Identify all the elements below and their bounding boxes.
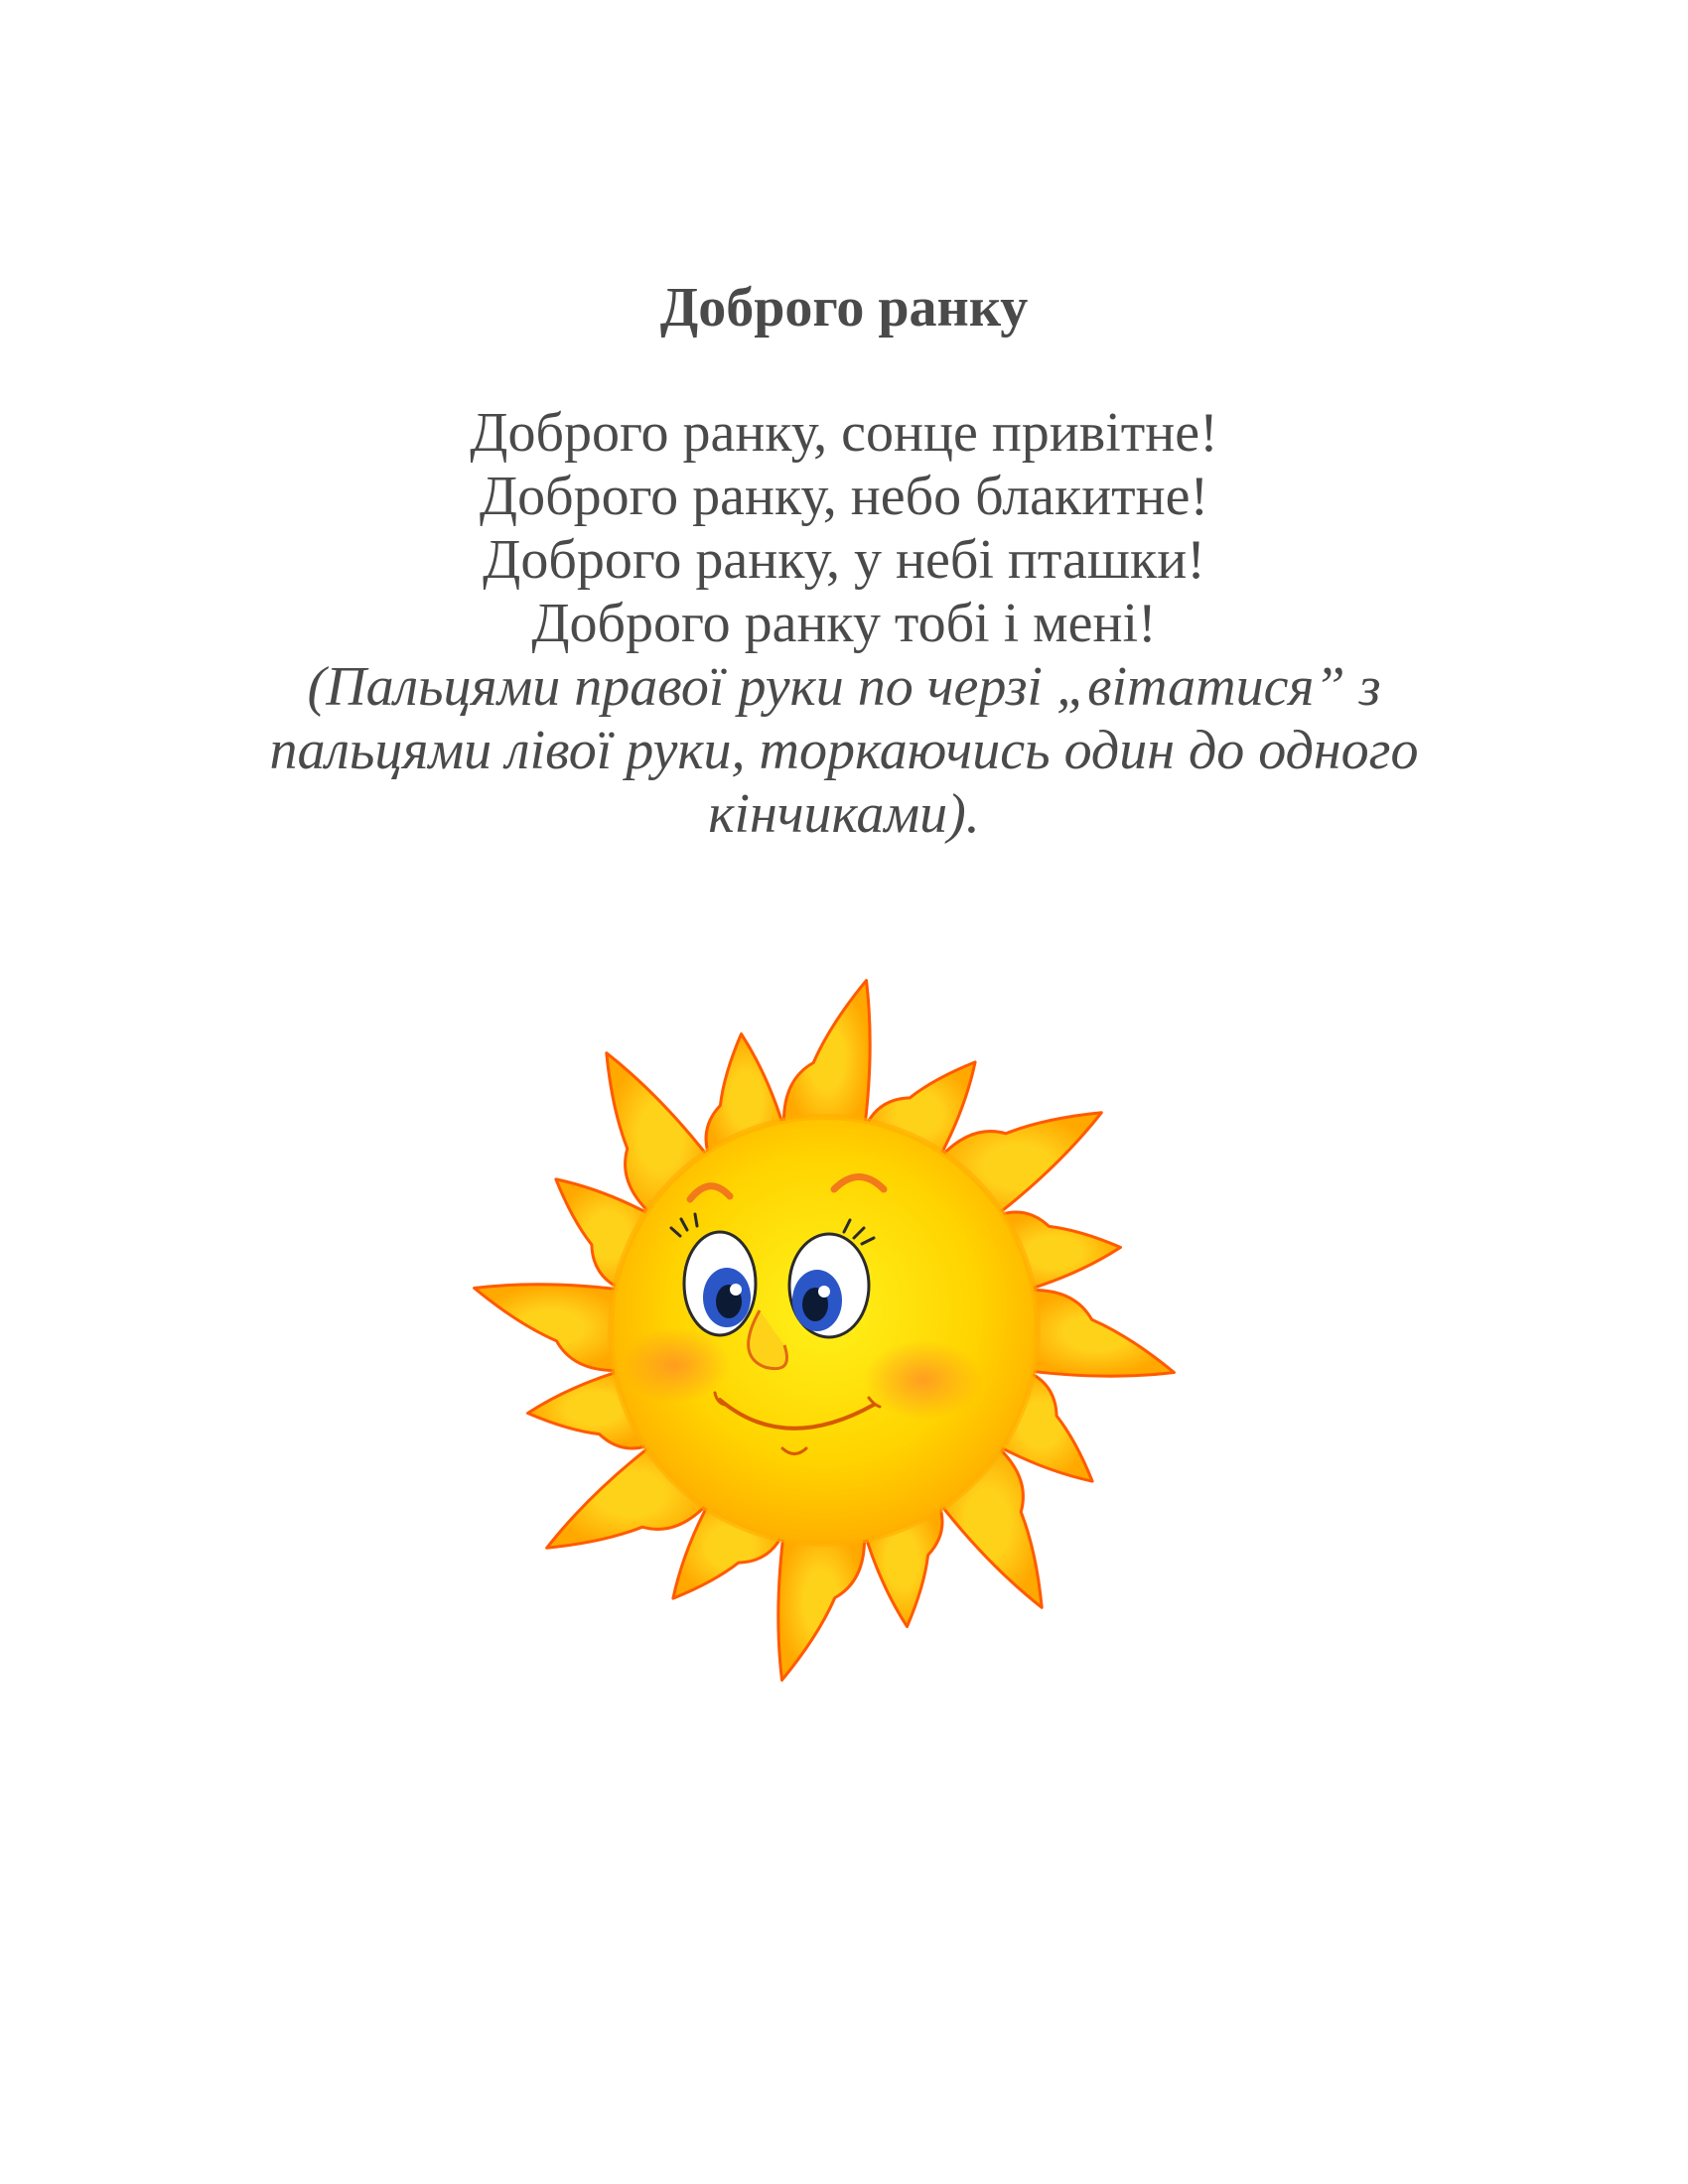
poem-line: Доброго ранку, сонце привітне! <box>470 402 1218 464</box>
poem <box>0 401 1688 655</box>
poem-line: Доброго ранку, у небі пташки! <box>483 529 1205 591</box>
instruction-line: кінчиками). <box>708 783 980 845</box>
poem-line: Доброго ранку тобі і мені! <box>531 593 1157 654</box>
poem-line: Доброго ранку, небо блакитне! <box>479 466 1209 527</box>
left-cheek <box>621 1327 730 1403</box>
right-cheek <box>864 1340 983 1420</box>
sun-ray <box>783 981 870 1136</box>
sun-ray <box>778 1525 865 1680</box>
instruction-line: пальцями лівої руки, торкаючись один до одного <box>269 720 1419 781</box>
sun-ray <box>1019 1290 1174 1376</box>
sun-image <box>367 978 1321 1693</box>
sun-illustration <box>367 978 1321 1693</box>
page-title: Доброго ранку <box>659 277 1029 339</box>
instruction-line: (Пальцями правої руки по черзі „вітатися” з <box>307 656 1381 718</box>
sun-ray <box>475 1285 630 1371</box>
instruction-note <box>0 655 1688 846</box>
